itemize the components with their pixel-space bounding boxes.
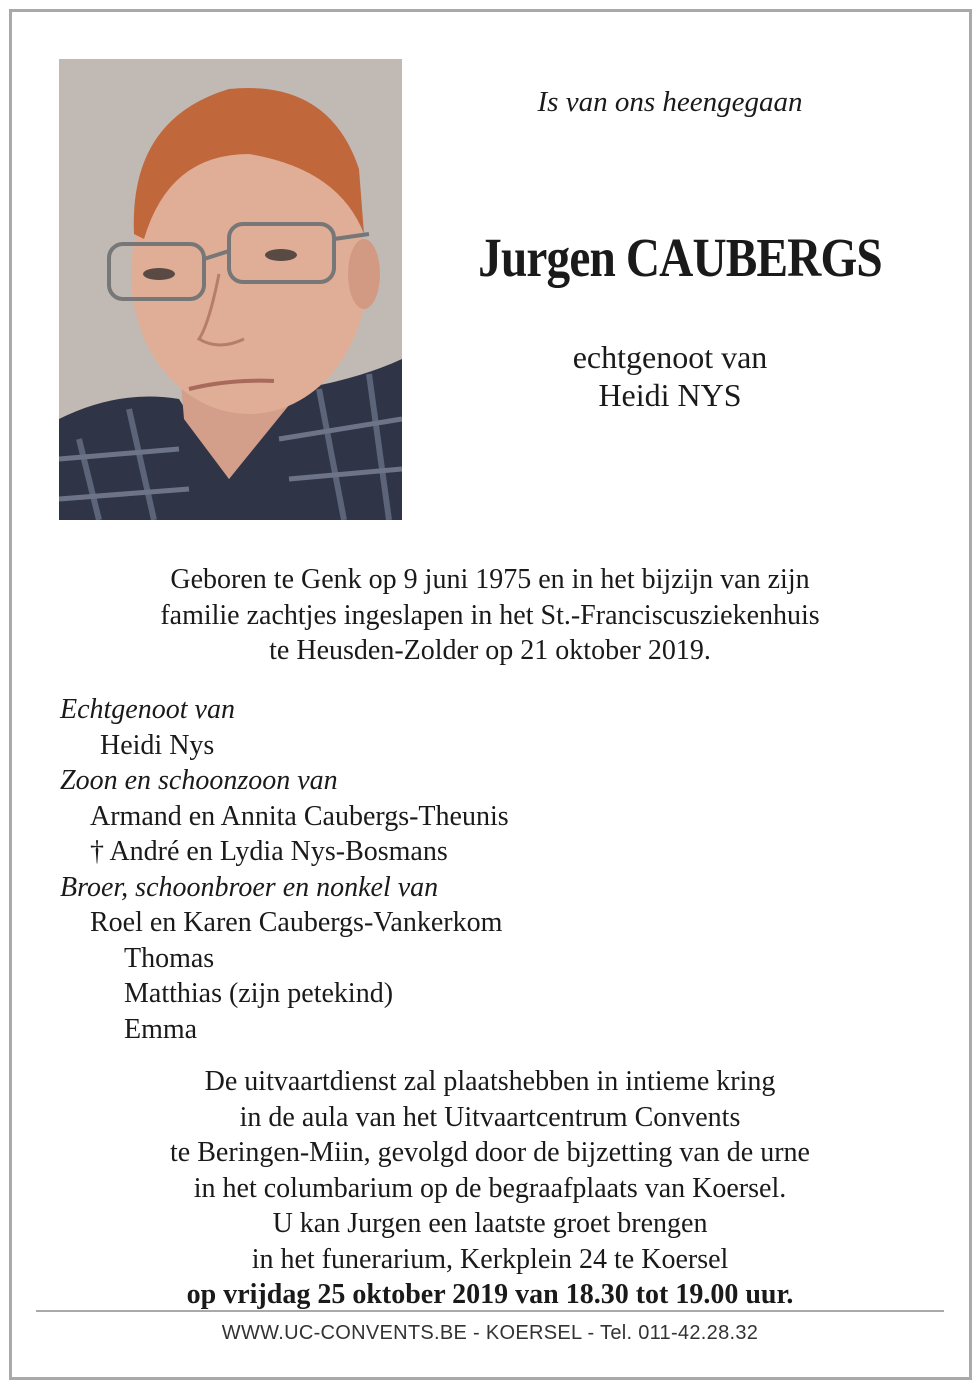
spouse-label: echtgenoot van <box>572 339 768 375</box>
deceased-name: Jurgen CAUBERGS <box>478 227 882 288</box>
funeral-line: in het funerarium, Kerkplein 24 te Koersel <box>251 1243 729 1275</box>
family-role: Broer, schoonbroer en nonkel van <box>60 871 439 903</box>
visitation-time: op vrijdag 25 oktober 2019 van 18.30 tot 19.00 uur. <box>186 1279 794 1310</box>
spouse-name: Heidi NYS <box>598 377 742 413</box>
family-role: Echtgenoot van <box>60 694 235 725</box>
birth-paragraph <box>40 562 940 669</box>
birth-line: Geboren te Genk op 9 juni 1975 en in het bijzijn van zijn <box>170 564 810 595</box>
family-member: Armand en Annita Caubergs-Theunis <box>90 800 509 832</box>
portrait-photo <box>59 59 402 520</box>
funeral-line: De uitvaartdienst zal plaatshebben in intieme kring <box>204 1066 776 1097</box>
footer-divider <box>36 1310 944 1312</box>
family-member: † André en Lydia Nys-Bosmans <box>90 836 448 867</box>
funeral-line: in het columbarium op de begraafplaats van Koersel. <box>193 1172 787 1204</box>
footer-contact: WWW.UC-CONVENTS.BE - KOERSEL - Tel. 011-42.28.32 <box>221 1322 759 1344</box>
family-member: Heidi Nys <box>100 729 215 761</box>
funeral-line: U kan Jurgen een laatste groet brengen <box>272 1208 708 1239</box>
birth-line: te Heusden-Zolder op 21 oktober 2019. <box>269 635 711 666</box>
family-child: Emma <box>124 1013 198 1045</box>
family-member: Roel en Karen Caubergs-Vankerkom <box>90 907 503 938</box>
intro-heading: Is van ons heengegaan <box>537 86 803 118</box>
family-child: Thomas <box>124 942 215 974</box>
funeral-line: in de aula van het Uitvaartcentrum Convents <box>239 1101 741 1133</box>
funeral-line: te Beringen-Miin, gevolgd door de bijzetting van de urne <box>170 1137 810 1168</box>
family-child: Matthias (zijn petekind) <box>124 978 394 1009</box>
family-role: Zoon en schoonzoon van <box>60 765 338 796</box>
birth-line: familie zachtjes ingeslapen in het St.-Franciscusziekenhuis <box>160 599 820 631</box>
funeral-paragraph <box>40 1064 940 1313</box>
family-list <box>60 692 920 1047</box>
spouse-block <box>480 338 860 414</box>
